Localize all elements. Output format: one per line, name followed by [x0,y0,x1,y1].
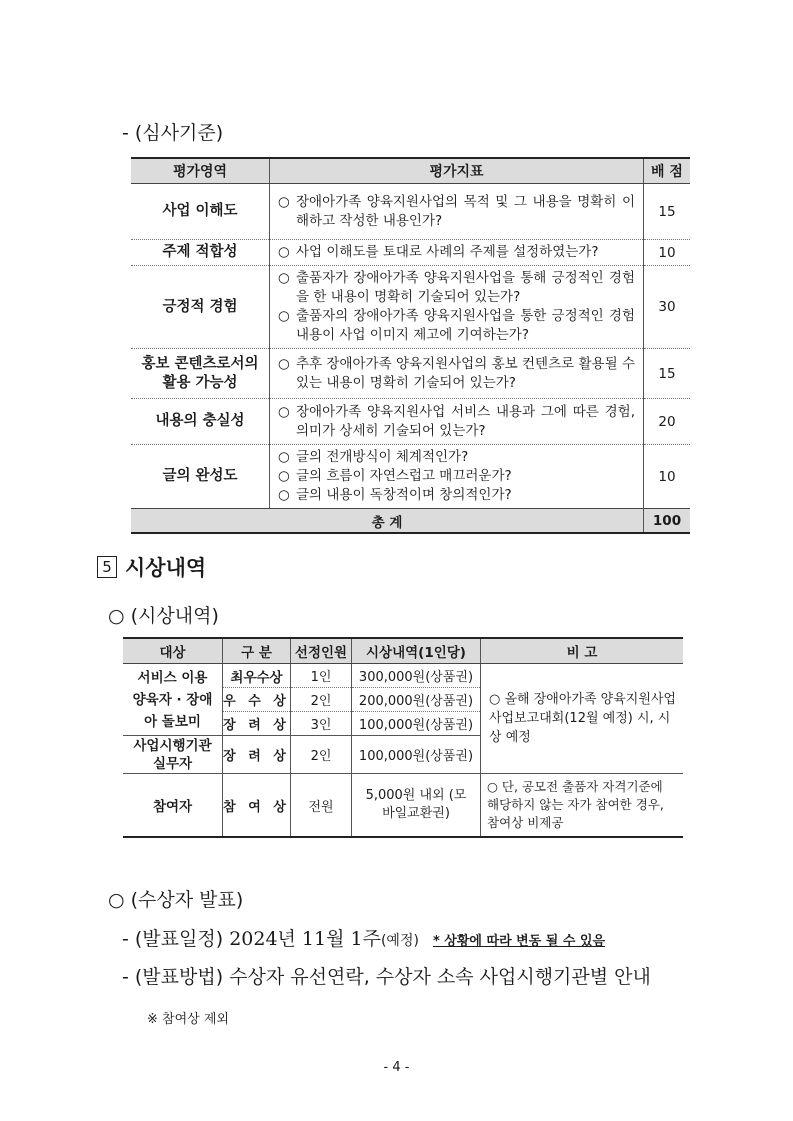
section-5-heading [97,552,206,582]
announcement-date-line [122,924,605,951]
criteria-score: 20 [644,399,691,445]
header-prize: 시상내역(1인당) [352,638,481,664]
criteria-header-row [131,158,690,184]
criteria-item: ○ 글의 내용이 독창적이며 창의적인가? [278,487,512,503]
section-title: 시상내역 [125,556,207,580]
award-count: 2인 [291,688,352,712]
criteria-score: 15 [644,349,691,399]
total-label: 총 계 [131,509,644,534]
announcement-method-line [122,962,651,989]
date-label: - (발표일정) [122,928,224,950]
award-target-group-1: 서비스 이용 양육자 · 장애아 돌보미 [123,664,223,736]
award-header-row [123,638,683,664]
header-target: 대상 [123,638,223,664]
date-warning: * 상황에 따라 변동 될 수 있음 [432,934,606,949]
award-count: 3인 [291,712,352,736]
criteria-area: 주제 적합성 [131,240,270,266]
criteria-score: 10 [644,240,691,266]
winners-heading: ○ (수상자 발표) [108,889,244,911]
criteria-area: 내용의 충실성 [131,399,270,445]
criteria-total-row [131,509,690,534]
award-target-group-3: 참여자 [123,774,223,838]
award-prize: 100,000원(상품권) [352,712,481,736]
award-count: 전원 [291,774,352,838]
criteria-row [131,349,690,399]
criteria-item: ○ 출품자가 장애아가족 양육지원사업을 통해 긍정적인 경험을 한 내용이 명확히 기술되어 있는가? [278,270,635,305]
award-division: 최우수상 [223,664,291,688]
criteria-item: ○ 글의 흐름이 자연스럽고 매끄러운가? [278,468,512,484]
page-number: - 4 - [383,1060,410,1075]
criteria-item: ○ 장애아가족 양육지원사업의 목적 및 그 내용을 명확히 이해하고 작성한 내용인가? [278,193,635,229]
award-row [123,664,683,688]
criteria-row [131,266,690,349]
criteria-heading: - (심사기준) [122,122,224,144]
criteria-score: 15 [644,184,691,240]
award-prize: 5,000원 내외 (모바일교환권) [352,774,481,838]
header-score: 배 점 [644,158,691,184]
criteria-item: ○ 사업 이해도를 토대로 사례의 주제를 설정하였는가? [278,244,599,260]
criteria-item: ○ 글의 전개방식이 체계적인가? [278,449,469,465]
header-remark: 비 고 [481,638,684,664]
section-number-box: 5 [97,556,117,578]
criteria-table [131,157,690,534]
award-division: 참 여 상 [223,774,291,838]
criteria-item: ○ 장애아가족 양육지원사업 서비스 내용과 그에 따른 경험, 의미가 상세히 기술되어 있는가? [278,403,635,439]
criteria-area: 긍정적 경험 [131,266,270,349]
award-remark-2: ○ 단, 공모전 출품자 자격기준에 해당하지 않는 자가 참여한 경우, 참여상 비제공 [487,779,664,830]
criteria-row [131,184,690,240]
date-value: 2024년 11월 1주 [229,928,381,950]
award-count: 2인 [291,736,352,774]
award-count: 1인 [291,664,352,688]
criteria-score: 10 [644,445,691,509]
header-indicator: 평가지표 [270,158,644,184]
award-row [123,774,683,838]
criteria-area: 글의 완성도 [131,445,270,509]
criteria-item: ○ 추후 장애아가족 양육지원사업의 홍보 컨텐츠로 활용될 수 있는 내용이 명확히 기술되어 있는가? [278,355,635,391]
total-score: 100 [644,509,691,534]
date-note: (예정) [380,933,419,949]
criteria-row [131,445,690,509]
award-remark-1: ○ 올해 장애아가족 양육지원사업 사업보고대회(12월 예정) 시, 시상 예정 [481,664,684,774]
award-target-group-2: 사업시행기관 실무자 [123,736,223,774]
award-table [123,637,683,838]
criteria-area: 홍보 콘텐츠로서의 활용 가능성 [131,349,270,399]
header-area: 평가영역 [131,158,270,184]
criteria-item: ○ 출품자의 장애아가족 양육지원사업을 통한 긍정적인 경험 내용이 사업 이미지 제고에 기여하는가? [278,308,635,343]
header-count: 선정인원 [291,638,352,664]
method-label: - (발표방법) [122,966,224,988]
award-division: 우 수 상 [223,688,291,712]
award-prize: 200,000원(상품권) [352,688,481,712]
award-division: 장 려 상 [223,712,291,736]
award-prize: 100,000원(상품권) [352,736,481,774]
header-division: 구 분 [223,638,291,664]
method-value: 수상자 유선연락, 수상자 소속 사업시행기관별 안내 [229,966,651,988]
criteria-area: 사업 이해도 [131,184,270,240]
award-heading: ○ (시상내역) [108,605,219,627]
criteria-row [131,399,690,445]
criteria-row [131,240,690,266]
footnote: ※ 참여상 제외 [147,1012,229,1027]
criteria-score: 30 [644,266,691,349]
award-division: 장 려 상 [223,736,291,774]
award-prize: 300,000원(상품권) [352,664,481,688]
